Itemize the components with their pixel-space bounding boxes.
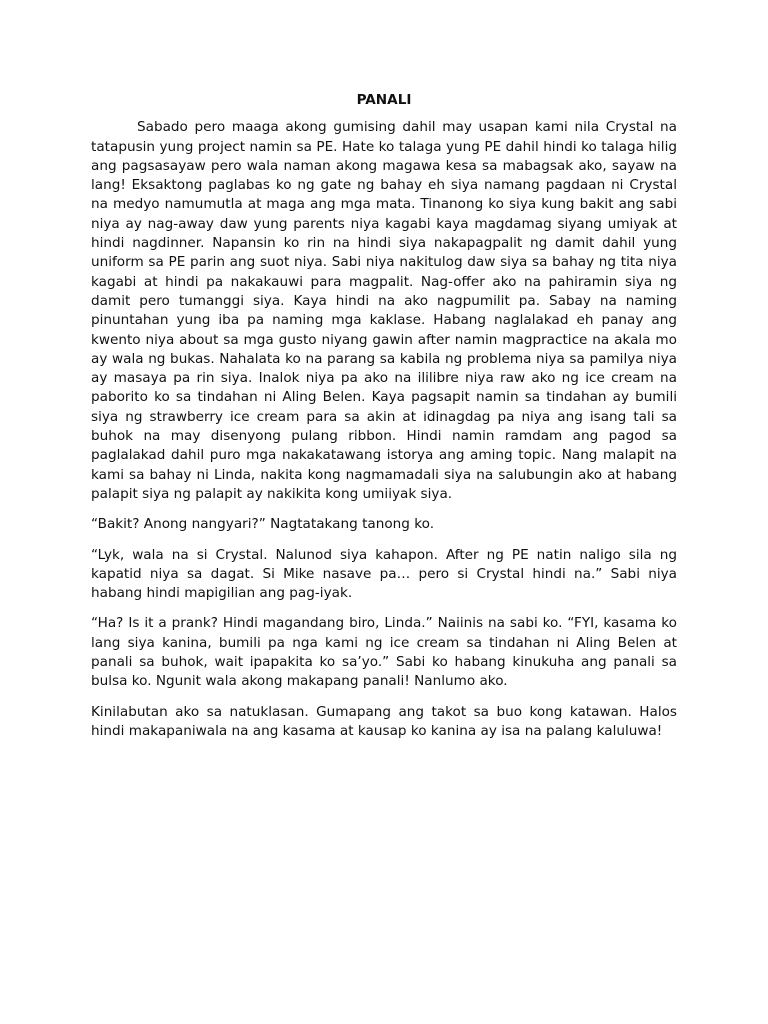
paragraph-2: “Bakit? Anong nangyari?” Nagtatakang tanong ko. — [91, 516, 435, 533]
paragraph-3: “Lyk, wala na si Crystal. Nalunod siya kahapon. After ng PE natin naligo sila ng kapatid niya sa dagat. Si Mike nasave pa… pero si Crystal hindi na.” Sabi niya habang hindi mapigilian ang pag-iyak. — [91, 546, 677, 602]
paragraph-5: Kinilabutan ako sa natuklasan. Gumapang ang takot sa buo kong katawan. Halos hindi makapaniwala na ang kasama at kausap ko kanina ay isa na palang kaluluwa! — [91, 703, 677, 739]
document-page — [91, 91, 677, 752]
document-title: PANALI — [356, 92, 412, 108]
paragraph-1: Sabado pero maaga akong gumising dahil may usapan kami nila Crystal na tatapusin yung project namin sa PE. Hate ko talaga yung PE dahil hindi ko talaga hilig ang pagsasayaw pero wala naman akong magawa kesa sa mabagsak ako, sayaw na lang! Eksaktong paglabas ko ng gate ng bahay eh siya namang pagdaan ni Crystal na medyo namumutla at maga ang mga mata. Tinanong ko siya kung bakit ang sabi niya ay nag-away daw yung parents niya kagabi kaya magdamag siyang umiyak at hindi nagdinner. Napansin ko rin na hindi siya nakapagpalit ng damit dahil yung uniform sa PE parin ang suot niya. Sabi niya nakitulog daw siya sa bahay ng tita niya kagabi at hindi pa nakakauwi para magpalit. Nag-offer ako na pahiramin siya ng damit pero tumanggi siya. Kaya hindi na ako nagpumilit pa. Sabay na naming pinuntahan yung iba pa naming mga kaklase. Habang naglalakad eh panay ang kwento niya about sa mga gusto niyang gawin after namin magpractice na akala mo ay wala ng bukas. Nahalata ko na parang sa kabila ng problema niya sa pamilya niya ay masaya pa rin siya. Inalok niya pa ako na ililibre niya raw ako ng ice cream na paborito ko sa tindahan ni Aling Belen. Kaya pagsapit namin sa tindahan ay bumili siya ng strawberry ice cream para sa akin at idinagdag pa niya ang isang tali sa buhok na may disenyong pulang ribbon. Hindi namin ramdam ang pagod sa paglalakad dahil puro mga nakakatawang istorya ang aming topic. Nang malapit na kami sa bahay ni Linda, nakita kong nagmamadali siya na salubungin ako at habang palapit siya ng palapit ay nakikita kong umiiyak siya. — [91, 119, 677, 502]
paragraph-4: “Ha? Is it a prank? Hindi magandang biro, Linda.” Naiinis na sabi ko. “FYI, kasama ko lang siya kanina, bumili pa nga kami ng ice cream sa tindahan ni Aling Belen at panali sa buhok, wait ipapakita ko sa’yo.” Sabi ko habang kinukuha ang panali sa bulsa ko. Ngunit wala akong makapang panali! Nanlumo ako. — [91, 615, 677, 690]
